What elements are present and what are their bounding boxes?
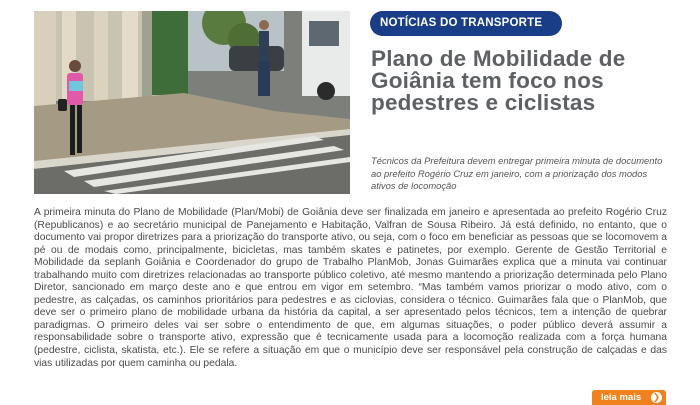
read-more-label: leia mais [601, 392, 642, 403]
chevron-right-icon: ❯ [652, 392, 661, 402]
article-lede: Técnicos da Prefeitura devem entregar primeira minuta de documento ao prefeito Rogério Cruz em janeiro, com a priorização dos modos ativos de locomoção [371, 155, 663, 192]
article-body: A primeira minuta do Plano de Mobilidade (Plan/Mobi) de Goiânia deve ser finalizada em janeiro e apresentada ao prefeito Rogério Cruz (Republicanos) e ao secretário municipal de Panejamento e Habitação, Valfran de Sousa Ribeiro. Já está definido, no entanto, que o documento vai propor diretrizes para a priorização do transporte ativo, ou seja, com o foco em beneficiar as pessoas que se locomovem a pé ou de modais como, principalmente, bicicletas, mas também skates e patinetes, por exemplo. Gerente de Gestão Territorial e Mobilidade da seplanh Goiânia e Coordenador do grupo de Trabalho PlanMob, Jonas Guimarães explica que a minuta vai continuar trabalhando muito com diretrizes relacionadas ao transporte público coletivo, até mesmo mantendo a priorização determinada pelo Plano Diretor, sancionado em março deste ano e que entrou em vigor em setembro. “Mas também vamos priorizar o modo ativo, com o pedestre, as calçadas, os caminhos prioritários para pedestres e as ciclovias, considera o técnico. Guimarães fala que o PlanMob, que deve ser o primeiro plano de mobilidade urbana da história da capital, a ser apresentado pelos técnicos, tem a intenção de quebrar paradigmas. O primeiro deles vai ser sobre o entendimento de que, em algumas situações, o poder público deverá assumir a responsabilidade sobre o transporte ativo, expressão que é tecnicamente usada para a locomoção realizada com a força humana (pedestre, ciclista, skatista, etc.). Ele se refere a situação em que o município deve ser responsável pela construção de calçadas e das vias utilizadas por quem caminha ou pedala. [34, 207, 667, 369]
read-more-button[interactable] [592, 390, 666, 405]
article-photo [34, 11, 350, 194]
section-tag: NOTÍCIAS DO TRANSPORTE [370, 11, 562, 36]
article-headline: Plano de Mobilidade de Goiânia tem foco nos pedestres e ciclistas [371, 46, 626, 115]
